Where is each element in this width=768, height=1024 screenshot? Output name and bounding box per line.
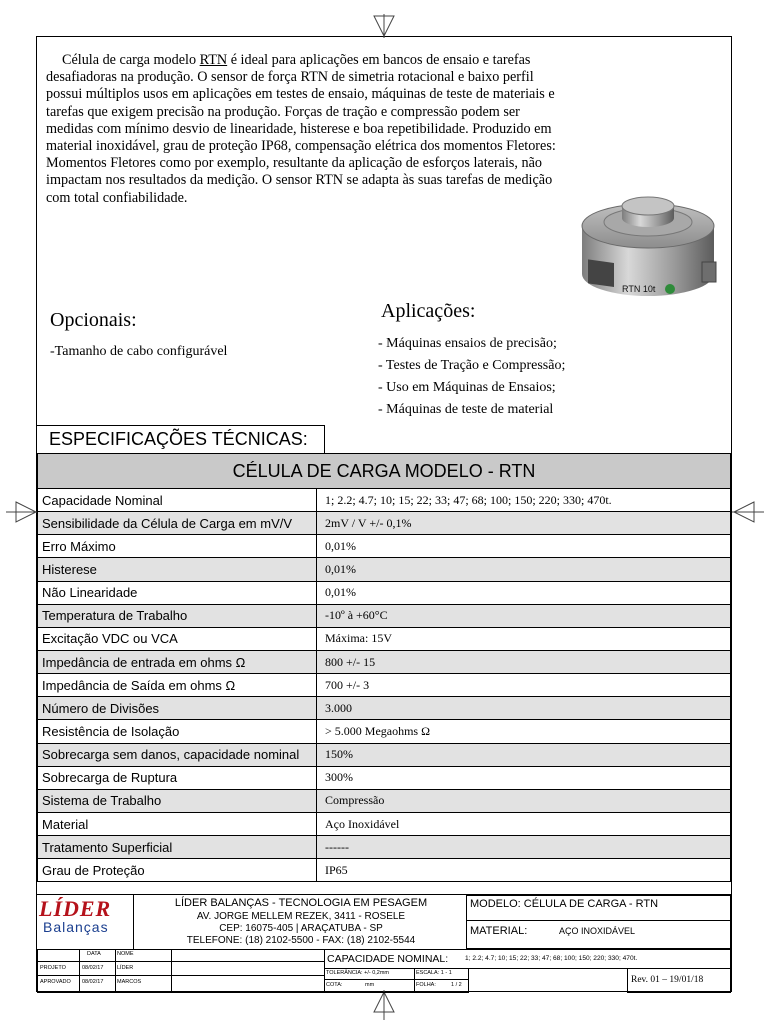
spec-value: 800 +/- 15	[317, 650, 731, 673]
spec-row	[38, 604, 731, 627]
spec-label: Sobrecarga sem danos, capacidade nominal	[38, 743, 317, 766]
spec-value: -10º à +60°C	[317, 604, 731, 627]
specs-heading: ESPECIFICAÇÕES TÉCNICAS:	[37, 425, 325, 453]
spec-label: Impedância de entrada em ohms Ω	[38, 650, 317, 673]
spec-value: 300%	[317, 766, 731, 789]
spec-value: 0,01%	[317, 535, 731, 558]
tolerancia-field: TOLERÂNCIA: +/- 0,2mm	[326, 970, 390, 976]
spec-row	[38, 859, 731, 882]
spec-value: IP65	[317, 859, 731, 882]
top-center-marker-icon	[372, 14, 396, 38]
capacidade-label: CAPACIDADE NOMINAL:	[327, 953, 449, 965]
spec-value: Compressão	[317, 789, 731, 812]
product-label: RTN 10t	[622, 284, 656, 294]
spec-value: > 5.000 Megaohms Ω	[317, 720, 731, 743]
spec-label: Sobrecarga de Ruptura	[38, 766, 317, 789]
logo-top-text: LÍDER	[39, 896, 112, 921]
company-cep: CEP: 16075-405 | ARAÇATUBA - SP	[219, 923, 383, 934]
company-phone: TELEFONE: (18) 2102-5500 - FAX: (18) 2102-5544	[186, 935, 416, 946]
spec-value: Máxima: 15V	[317, 627, 731, 650]
spec-label: Resistência de Isolação	[38, 720, 317, 743]
spec-label: Histerese	[38, 558, 317, 581]
escala-field: ESCALA: 1 - 1	[416, 970, 452, 976]
intro-body: é ideal para aplicações em bancos de ensaio e tarefas desafiadoras na produção. O sensor de força RTN de simetria rotacional e baixo perfil possui múltiplos usos em aplicações em testes de ensaio, máquinas de teste de materiais e tarefas que exigem precisão na produção. Forças de tração e compressão podem ser medidas com mínimo desvio de linearidade, histerese e boa repetibilidade. Produzido em material inoxidável, grau de proteção IP68, compensação elétrica dos momentos Fletores: Momentos Fletores como por exemplo, resultante da aplicação de esforços laterais, não impactam nos resultados da medição. O sensor RTN se adapta às suas tarefas de medição com total confiabilidade.	[46, 52, 556, 206]
spec-row	[38, 650, 731, 673]
spec-value: ------	[317, 836, 731, 859]
spec-value: 700 +/- 3	[317, 674, 731, 697]
projeto-date: 08/02/17	[82, 965, 104, 971]
spec-label: Temperatura de Trabalho	[38, 604, 317, 627]
spec-value: 0,01%	[317, 581, 731, 604]
spec-row	[38, 627, 731, 650]
revision-field: Rev. 01 – 19/01/18	[631, 975, 704, 985]
right-marker-icon	[732, 500, 764, 524]
spec-row	[38, 836, 731, 859]
application-item: - Máquinas ensaios de precisão;	[378, 336, 557, 351]
spec-row	[38, 674, 731, 697]
bottom-center-marker-icon	[372, 990, 396, 1020]
spec-label: Não Linearidade	[38, 581, 317, 604]
spec-value: 0,01%	[317, 558, 731, 581]
spec-row	[38, 489, 731, 512]
spec-label: Sensibilidade da Célula de Carga em mV/V	[38, 512, 317, 535]
material-value: AÇO INOXIDÁVEL	[559, 926, 636, 936]
optionals-title: Opcionais:	[50, 309, 137, 331]
spec-table	[37, 453, 731, 882]
spec-label: Grau de Proteção	[38, 859, 317, 882]
spec-row	[38, 512, 731, 535]
spec-row	[38, 789, 731, 812]
aprovado-label: APROVADO	[40, 979, 71, 985]
application-item: - Uso em Máquinas de Ensaios;	[378, 380, 556, 395]
folha-label: FOLHA:	[416, 982, 436, 988]
spec-value: 3.000	[317, 697, 731, 720]
intro-model: RTN	[199, 52, 228, 68]
spec-label: Número de Divisões	[38, 697, 317, 720]
spec-row	[38, 581, 731, 604]
col-nome-header: NOME	[117, 951, 134, 957]
spec-label: Tratamento Superficial	[38, 836, 317, 859]
spec-row	[38, 697, 731, 720]
spec-value: 1; 2.2; 4.7; 10; 15; 22; 33; 47; 68; 100; 150; 220; 330; 470t.	[317, 489, 731, 512]
projeto-name: LÍDER	[117, 965, 134, 971]
logo-bottom-text: Balanças	[43, 919, 109, 935]
spec-label: Capacidade Nominal	[38, 489, 317, 512]
spec-row	[38, 766, 731, 789]
company-logo	[39, 896, 131, 939]
spec-label: Sistema de Trabalho	[38, 789, 317, 812]
left-marker-icon	[6, 500, 38, 524]
capacidade-value: 1; 2.2; 4.7; 10; 15; 22; 33; 47; 68; 100; 150; 220; 330; 470t.	[465, 955, 638, 962]
optionals-item: -Tamanho de cabo configurável	[50, 344, 228, 359]
material-label: MATERIAL:	[470, 925, 528, 937]
load-cell-image	[578, 188, 718, 308]
company-name: LÍDER BALANÇAS - TECNOLOGIA EM PESAGEM	[174, 897, 428, 909]
application-item: - Máquinas de teste de material	[378, 402, 554, 417]
title-block	[37, 894, 731, 993]
aprovado-date: 08/02/17	[82, 979, 104, 985]
company-address: AV. JORGE MELLEM REZEK, 3411 - ROSELE	[196, 911, 406, 922]
applications-list	[378, 333, 565, 421]
intro-paragraph	[46, 52, 566, 207]
spec-row	[38, 743, 731, 766]
projeto-label: PROJETO	[40, 965, 66, 971]
spec-label: Erro Máximo	[38, 535, 317, 558]
cota-unit: mm	[365, 982, 375, 988]
applications-title: Aplicações:	[381, 300, 476, 322]
spec-row	[38, 812, 731, 835]
spec-value: 150%	[317, 743, 731, 766]
col-data-header: DATA	[87, 951, 101, 957]
spec-value: Aço Inoxidável	[317, 812, 731, 835]
aprovado-name: MARCOS	[117, 979, 142, 985]
application-item: - Testes de Tração e Compressão;	[378, 358, 566, 373]
spec-label: Excitação VDC ou VCA	[38, 627, 317, 650]
spec-row	[38, 558, 731, 581]
spec-row	[38, 720, 731, 743]
intro-lead: Célula de carga modelo	[62, 52, 200, 68]
spec-label: Impedância de Saída em ohms Ω	[38, 674, 317, 697]
folha-value: 1 / 2	[451, 982, 462, 988]
spec-label: Material	[38, 812, 317, 835]
model-field: MODELO: CÉLULA DE CARGA - RTN	[470, 898, 659, 910]
cota-label: COTA:	[326, 982, 343, 988]
spec-row	[38, 535, 731, 558]
spec-value: 2mV / V +/- 0,1%	[317, 512, 731, 535]
spec-table-title: CÉLULA DE CARGA MODELO - RTN	[38, 454, 731, 489]
